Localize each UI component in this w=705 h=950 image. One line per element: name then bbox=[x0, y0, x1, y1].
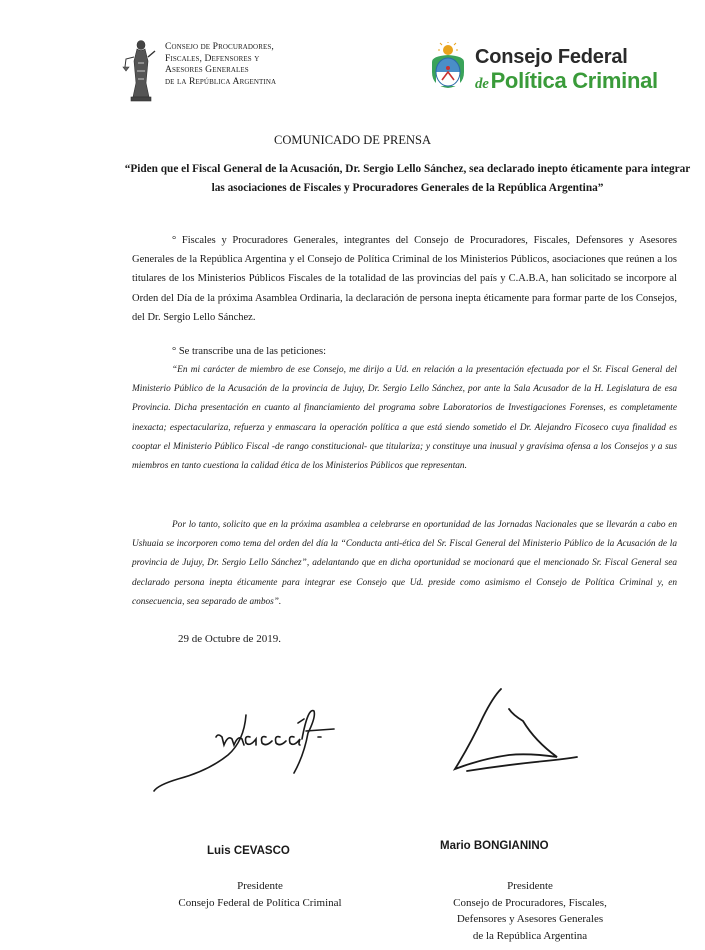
signatory-name-cevasco: Luis CEVASCO bbox=[207, 845, 290, 857]
body-paragraph: ° Se transcribe una de las peticiones: bbox=[172, 346, 327, 357]
body-paragraph: ° Fiscales y Procuradores Generales, integrantes del Consejo de Procuradores, Fiscales, Defensores y Asesores Generales de la República Argentina y el Consejo de Política Criminal de los Ministerios Públicos, asociaciones que reúnen a los titulares de los Ministerios Públicos Fiscales de la totalidad de las provincias del país y C.A.B.A, han solicitado se incorpore al Orden del Día de la próxima Asamblea Ordinaria, la declaración de persona inepta éticamente para formar parte de los Consejos, del Dr. Sergio Lello Sánchez. bbox=[132, 235, 677, 323]
right-org-subtitle-text: Política Criminal bbox=[490, 68, 658, 93]
press-release-headline: “Piden que el Fiscal General de la Acusación, Dr. Sergio Lello Sánchez, sea declarado inepto éticamente para integrar las asociaciones de Fiscales y Procuradores Generales de la República Argentina” bbox=[124, 163, 691, 194]
left-org-line: Asesores Generales bbox=[165, 64, 249, 76]
right-org-title: Consejo Federal bbox=[475, 46, 628, 68]
left-org-line: Fiscales, Defensores y bbox=[165, 52, 260, 64]
justice-statue-logo bbox=[122, 37, 160, 103]
role-line: de la República Argentina bbox=[472, 930, 588, 943]
quoted-petition: “En mi carácter de miembro de ese Consejo, me dirijo a Ud. en relación a la presentación efectuada por el Sr. Fiscal General del Ministerio Público de la Acusación de la provincia de Jujuy, Dr. Sergio Lello Sánchez, por ante la Sala Acusador de la H. Legislatura de esa Provincia. Dicha presentación en cuanto al financiamiento del programa sobre Laboratorios de Investigaciones Forenses, es completamente inexacta; espectaculariza, refuerza y enmascara la operación política a que está siendo sometido el Dr. Alejandro Ficoseco cuya finalidad es cooptar el Ministerio Público Fiscal -de rango constitucional- que titulariza; y constituye una inusual y gravísima ofensa a los Consejos y a sus miembros en tanto cuestiona la calidad ética de los Ministerios Públicos que representan. bbox=[132, 365, 677, 472]
role-line: Consejo Federal de Política Criminal bbox=[178, 896, 342, 909]
press-release-heading: COMUNICADO DE PRENSA bbox=[274, 133, 431, 147]
left-org-line: Consejo de Procuradores, bbox=[165, 41, 274, 52]
role-line: Presidente bbox=[507, 880, 553, 892]
document-date: 29 de Octubre de 2019. bbox=[178, 633, 281, 645]
left-org-line: de la República Argentina bbox=[165, 75, 277, 87]
role-line: Defensores y Asesores Generales bbox=[456, 913, 604, 926]
signatory-role-cevasco bbox=[145, 878, 375, 911]
signatory-role-bongianino bbox=[410, 878, 650, 945]
signature-bongianino bbox=[445, 681, 595, 791]
argentina-emblem-logo bbox=[428, 42, 468, 90]
role-line: Consejo de Procuradores, Fiscales, bbox=[453, 896, 607, 909]
right-org-de: de bbox=[475, 76, 489, 92]
right-org-subtitle bbox=[475, 68, 658, 94]
signatory-name-bongianino: Mario BONGIANINO bbox=[440, 840, 549, 852]
signature-cevasco bbox=[148, 693, 378, 805]
quoted-petition: Por lo tanto, solicito que en la próxima asamblea a celebrarse en oportunidad de las Jornadas Nacionales que se llevarán a cabo en Ushuaia se incorporen como tema del orden del día la “Conducta anti-ética del Sr. Fiscal General del Ministerio Público de la Acusación de la provincia de Jujuy, Dr. Sergio Lello Sánchez”, adelantando que en dicha oportunidad se mocionará que el mencionado Sr. Fiscal General sea declarado persona inepta éticamente para integrar ese Consejo que Ud. preside como asimismo el Consejo de Política Criminal y, en consecuencia, sea separado de ambos”. bbox=[132, 520, 677, 607]
left-organization-name bbox=[165, 41, 365, 87]
role-line: Presidente bbox=[237, 880, 283, 892]
